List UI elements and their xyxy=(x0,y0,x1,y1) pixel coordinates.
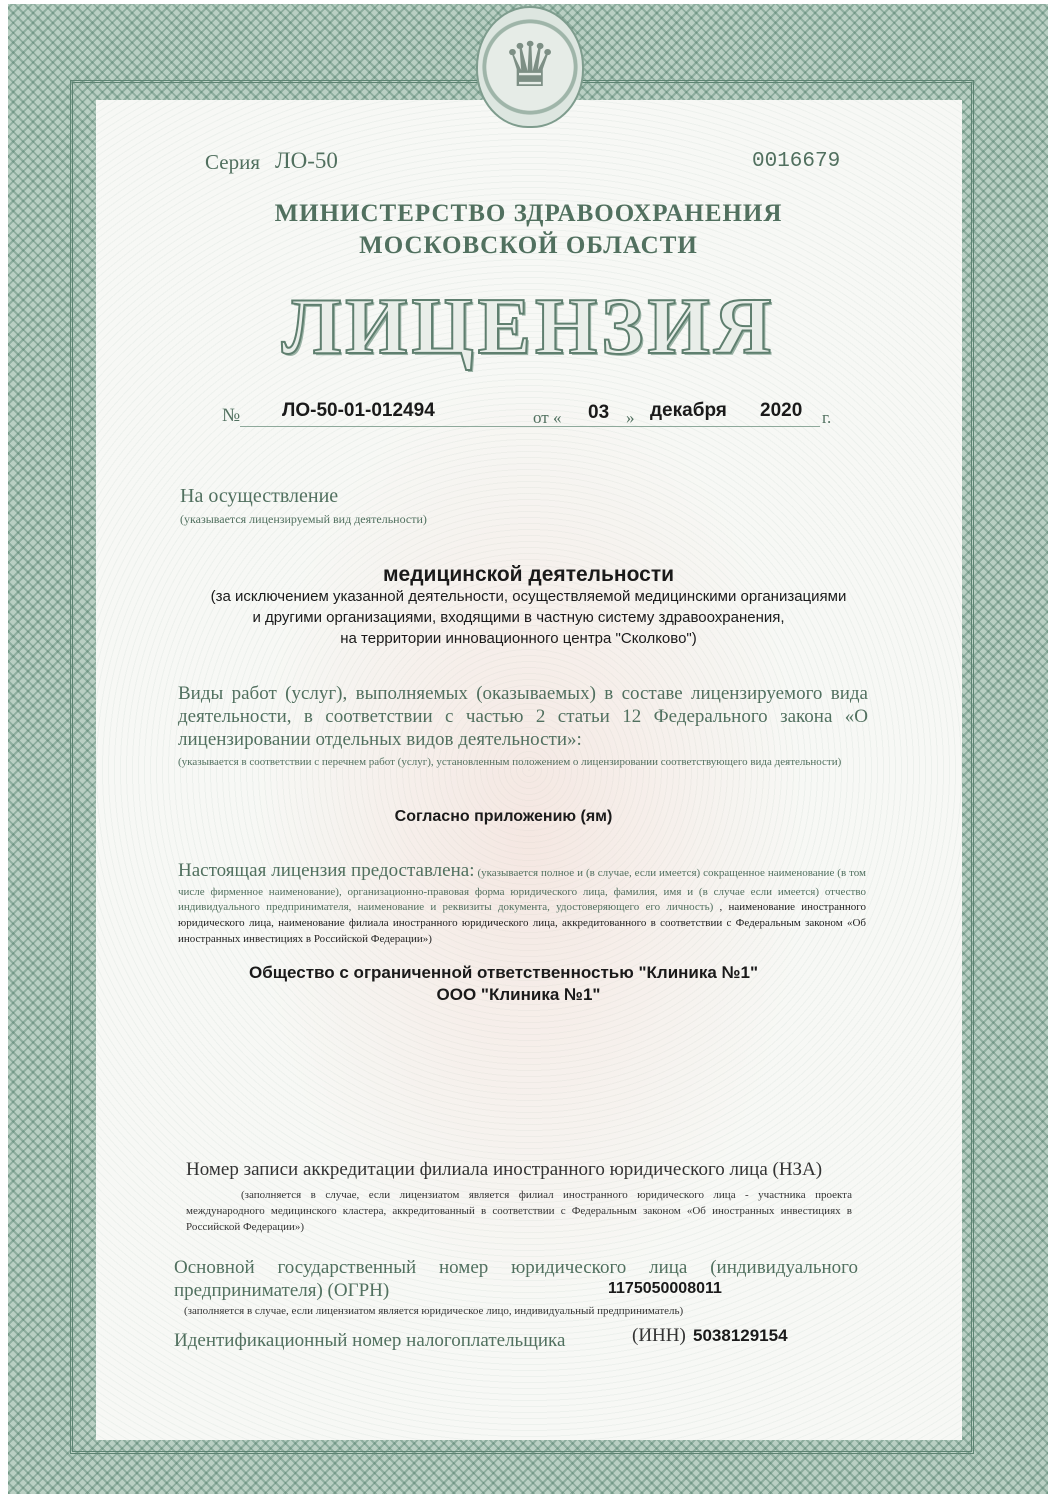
inn-value: 5038129154 xyxy=(693,1326,788,1345)
eagle-icon: ♛ xyxy=(502,32,558,100)
activity-value: медицинской деятельности xyxy=(382,563,675,586)
ministry-line-2: МОСКОВСКОЙ ОБЛАСТИ xyxy=(359,232,698,259)
licensee-hint-extra: , наименование иностранного юридического лица, наименование филиала иностранного юридического лица, аккредитованного в соответствии с Федеральным законом «Об иностранных инвестициях в Российской Федерации») xyxy=(178,901,867,946)
nza-label: Номер записи аккредитации филиала иностранного юридического лица (НЗА) xyxy=(186,1159,823,1180)
activity-note-line: (за исключением указанной деятельности, осуществляемой медицинскими организациями xyxy=(210,588,847,605)
from-label: от « xyxy=(533,408,562,427)
licensee-hint: (указывается полное и (в случае, если имеется) сокращенное наименование (в том числе фирменное наименование), организационно-правовая форма юридического лица, фамилия, имя и (в случае если имеется) отчество индивидуального предпринимателя, наименование и реквизиты документа, удостоверяющего его личность) xyxy=(178,867,867,914)
works-label: Виды работ (услуг), выполняемых (оказываемых) в составе лицензируемого вида деятельности, в соответствии с частью 2 статьи 12 Федерального закона «О лицензировании отдельных видов деятельности»: xyxy=(178,683,868,750)
inn-abbr: (ИНН) xyxy=(632,1325,686,1346)
activity-note-line: на территории инновационного центра "Сколково") xyxy=(340,630,697,647)
day-close-quote: » xyxy=(626,408,635,427)
ogrn-value: 1175050008011 xyxy=(608,1280,722,1297)
ogrn-label: Основной государственный номер юридического лица (индивидуального предпринимателя) (ОГРН) xyxy=(174,1257,858,1301)
nza-hint: (заполняется в случае, если лицензиатом является филиал иностранного юридического лица - участника проекта международного медицинского кластера, аккредитованный в соответствии с Федеральным законом «Об иностранных инвестициях в Российской Федерации») xyxy=(186,1189,852,1233)
licensee-full-name: Общество с ограниченной ответственностью "Клиника №1" xyxy=(248,963,759,982)
activity-note-line: и другими организациями, входящими в частную систему здравоохранения, xyxy=(252,609,785,626)
inn-label: Идентификационный номер налогоплательщика xyxy=(174,1330,566,1351)
activity-hint: (указывается лицензируемый вид деятельности) xyxy=(180,512,427,526)
number-sign: № xyxy=(222,405,241,426)
ogrn-hint: (заполняется в случае, если лицензиатом является юридическое лицо, индивидуальный предприниматель) xyxy=(184,1305,684,1317)
licensee-block xyxy=(178,857,866,948)
blank-number: 0016679 xyxy=(752,150,841,173)
works-hint: (указывается в соответствии с перечнем работ (услуг), установленным положением о лицензировании соответствующего вида деятельности) xyxy=(178,756,842,768)
works-value: Согласно приложению (ям) xyxy=(394,808,613,825)
number-underline xyxy=(240,426,820,427)
ministry-line-1: МИНИСТЕРСТВО ЗДРАВООХРАНЕНИЯ xyxy=(274,200,783,227)
license-day: 03 xyxy=(588,402,610,423)
document-title: ЛИЦЕНЗИЯ xyxy=(281,283,776,371)
license-number: ЛО-50-01-012494 xyxy=(282,400,435,421)
licensee-short-name: ООО "Клиника №1" xyxy=(436,985,601,1004)
licensee-label: Настоящая лицензия предоставлена: xyxy=(178,860,475,881)
series-value: ЛО-50 xyxy=(275,148,338,173)
series-label: Серия xyxy=(205,150,260,174)
license-month: декабря xyxy=(650,400,727,421)
activity-label: На осуществление xyxy=(180,485,339,507)
year-suffix: г. xyxy=(822,408,832,427)
coat-of-arms-emblem xyxy=(476,6,584,128)
license-year: 2020 xyxy=(760,400,803,421)
